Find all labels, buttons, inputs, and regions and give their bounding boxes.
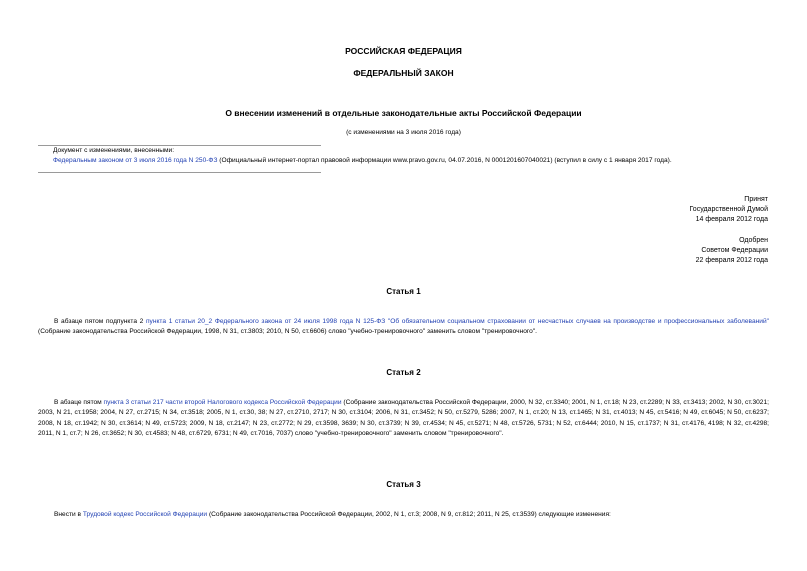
changes-bottom-divider <box>38 172 321 173</box>
article-1-prefix: В абзаце пятом подпункта 2 <box>54 318 146 325</box>
article-1-law-link[interactable]: пункта 1 статьи 20_2 Федерального закона от 24 июля 1998 года N 125-ФЗ "Об обязательном социальном страховании от несчастных случаев на производстве и профессиональных заболеваний" <box>145 318 769 325</box>
adopted-label: Принят <box>744 196 768 203</box>
article-2-prefix: В абзаце пятом <box>54 399 104 406</box>
changes-label: Документ с изменениями, внесенными: <box>53 147 175 154</box>
article-1-text <box>38 317 769 338</box>
document-subtitle: (с изменениями на 3 июля 2016 года) <box>346 129 461 136</box>
country-title: РОССИЙСКАЯ ФЕДЕРАЦИЯ <box>345 46 462 56</box>
adopted-block <box>689 195 768 225</box>
article-1-heading: Статья 1 <box>386 287 421 296</box>
article-2-text <box>38 398 769 439</box>
changes-top-divider <box>38 145 321 146</box>
article-3-suffix: (Собрание законодательства Российской Федерации, 2002, N 1, ст.3; 2008, N 9, ст.812; 2011, N 25, ст.3539) следующие изменения: <box>207 511 611 518</box>
article-3-heading: Статья 3 <box>386 480 421 489</box>
document-title: О внесении изменений в отдельные законодательные акты Российской Федерации <box>225 108 582 118</box>
changes-line <box>53 157 672 164</box>
article-2-tax-code-link[interactable]: пункта 3 статьи 217 части второй Налогового кодекса Российской Федерации <box>103 399 342 406</box>
article-1-suffix: (Собрание законодательства Российской Федерации, 1998, N 31, ст.3803; 2010, N 50, ст.6606) слово "учебно-тренировочного" заменить словом "тренировочного". <box>38 328 537 336</box>
approved-label: Одобрен <box>739 237 768 244</box>
adopted-body: Государственной Думой <box>689 206 768 213</box>
amending-law-link[interactable]: Федеральным законом от 3 июля 2016 года N 250-ФЗ <box>53 157 218 164</box>
adopted-date: 14 февраля 2012 года <box>695 216 768 223</box>
approved-block <box>696 236 768 266</box>
article-3-labor-code-link[interactable]: Трудовой кодекс Российской Федерации <box>82 511 208 518</box>
article-3-prefix: Внести в <box>54 511 83 518</box>
article-3-text <box>38 510 769 520</box>
approved-date: 22 февраля 2012 года <box>695 257 768 264</box>
article-2-suffix: (Собрание законодательства Российской Федерации, 2000, N 32, ст.3340; 2001, N 1, ст.18; N 23, ст.2289; N 33, ст.3413; 2002, N 30, ст.3021; 2003, N 21, ст.1958; 2004, N 27, ст.2715; N 34, ст.3518; 2005, N 1, ст.30, 38; N 27, ст.2710, 2717; N 30, ст.3104; 2006, N 31, ст.3452; N 50, ст.5279, 5286; 2007, N 1, ст.20; N 13, ст.1465; N 31, ст.4013; N 45, ст.5416; N 49, ст.6045; N 50, ст.6237; 2008, N 18, ст.1942; N 30, ст.3614; N 49, ст.5723; 2009, N 18, ст.2147; N 23, ст.2772; N 29, ст.3598, 3639; N 30, ст.3739; N 39, ст.4534; N 45, ст.5271; N 48, ст.5726, 5731; N 52, ст.6444; 2010, N 15, ст.1737; N 31, ст.4176, 4198; N 32, ст.4298; 2011, N 1, ст.7; N 26, ст.3652; N 30, ст.4583; N 48, ст.6729, 6731; N 49, ст.7016, 7037) слово "учебно-тренировочного" заменить словом "тренировочного". <box>38 399 769 437</box>
article-2-heading: Статья 2 <box>386 368 421 377</box>
approved-body: Советом Федерации <box>701 247 768 254</box>
changes-details: (Официальный интернет-портал правовой информации www.pravo.gov.ru, 04.07.2016, N 0001201607040021) (вступил в силу с 1 января 2017 года). <box>217 157 672 164</box>
law-type-title: ФЕДЕРАЛЬНЫЙ ЗАКОН <box>353 68 454 78</box>
